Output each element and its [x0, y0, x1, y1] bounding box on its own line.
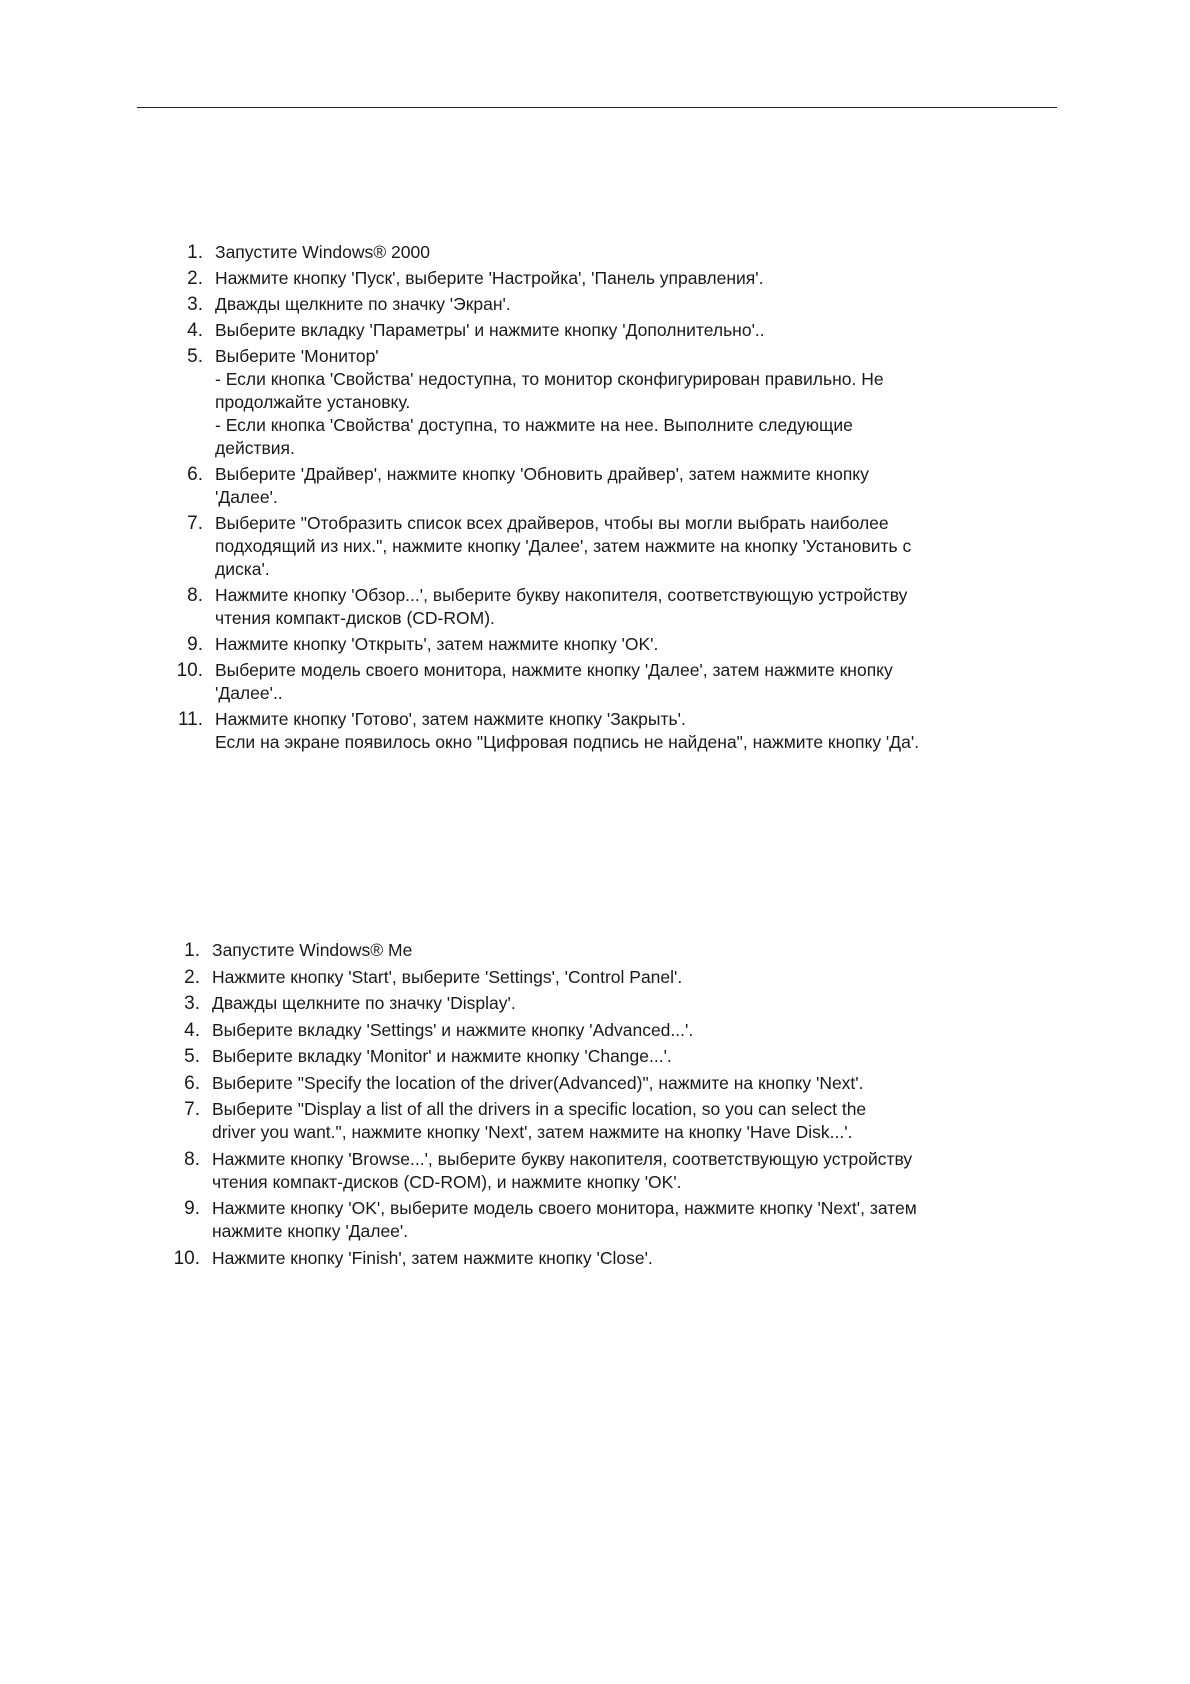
step-number: 6.	[187, 464, 203, 485]
step-text-line: Выберите вкладку 'Settings' и нажмите кнопку 'Advanced...'.	[212, 1019, 694, 1040]
step-number: 2.	[187, 268, 203, 289]
list-item	[184, 1072, 917, 1095]
step-text-line: Нажмите кнопку 'Start', выберите 'Settings', 'Control Panel'.	[212, 966, 683, 987]
list-item	[187, 584, 919, 630]
step-number: 3.	[187, 294, 203, 315]
step-number: 1.	[187, 242, 203, 263]
step-text-line: Нажмите кнопку 'Finish', затем нажмите кнопку 'Close'.	[212, 1247, 653, 1268]
step-text-line: - Если кнопка 'Свойства' недоступна, то монитор сконфигурирован правильно. Не	[215, 369, 884, 389]
windows-me-steps	[173, 939, 917, 1273]
step-text-line: Выберите "Отобразить список всех драйверов, чтобы вы могли выбрать наиболее	[215, 513, 889, 533]
step-text-line: Выберите "Display a list of all the drivers in a specific location, so you can select the	[212, 1099, 867, 1119]
step-text-line: действия.	[215, 438, 295, 458]
list-item	[184, 1148, 917, 1194]
list-item	[187, 512, 919, 581]
step-number: 4.	[184, 1019, 200, 1041]
step-text-line: Дважды щелкните по значку 'Display'.	[212, 993, 516, 1013]
step-text-line: 'Далее'..	[215, 683, 283, 703]
step-number: 10.	[173, 1247, 200, 1269]
step-number: 9.	[187, 634, 203, 655]
step-text-line: диска'.	[215, 559, 270, 579]
step-number: 8.	[184, 1148, 200, 1170]
step-text-line: подходящий из них.", нажмите кнопку 'Далее', затем нажмите на кнопку 'Установить с	[215, 536, 912, 556]
step-text-line: - Если кнопка 'Свойства' доступна, то нажмите на нее. Выполните следующие	[215, 415, 853, 435]
windows-2000-steps	[176, 241, 920, 757]
step-text-line: Нажмите кнопку 'Готово', затем нажмите кнопку 'Закрыть'.	[215, 709, 686, 729]
step-number: 7.	[187, 513, 203, 534]
step-number: 11.	[177, 709, 203, 730]
step-text-line: Запустите Windows® 2000	[215, 242, 430, 262]
step-text-line: чтения компакт-дисков (CD-ROM).	[215, 608, 495, 628]
step-number: 4.	[187, 320, 203, 341]
step-text-line: чтения компакт-дисков (CD-ROM), и нажмите кнопку 'OK'.	[212, 1171, 682, 1192]
step-text-line: Выберите 'Драйвер', нажмите кнопку 'Обновить драйвер', затем нажмите кнопку	[215, 464, 869, 484]
list-item	[184, 966, 917, 989]
step-number: 9.	[184, 1198, 200, 1219]
list-item	[176, 659, 919, 705]
step-text-line: 'Далее'.	[215, 487, 278, 507]
step-text-line: Если на экране появилось окно "Цифровая подпись не найдена", нажмите кнопку 'Да'.	[215, 732, 920, 752]
step-text-line: Дважды щелкните по значку 'Экран'.	[215, 294, 511, 314]
step-number: 2.	[184, 966, 200, 988]
list-item	[184, 1045, 917, 1068]
step-text-line: Выберите вкладку 'Параметры' и нажмите кнопку 'Дополнительно'..	[215, 320, 765, 340]
list-item	[187, 345, 919, 460]
step-text-line: Нажмите кнопку 'Обзор...', выберите букву накопителя, соответствующую устройству	[215, 585, 908, 605]
list-item	[184, 992, 917, 1015]
step-text-line: Нажмите кнопку 'Открыть', затем нажмите кнопку 'OK'.	[215, 634, 659, 654]
step-number: 8.	[187, 585, 203, 606]
step-text-line: продолжайте установку.	[215, 392, 411, 412]
step-text-line: Выберите вкладку 'Monitor' и нажмите кнопку 'Change...'.	[212, 1046, 672, 1066]
list-item	[187, 633, 919, 656]
list-item	[184, 1019, 917, 1042]
list-item	[187, 319, 919, 342]
step-text-line: driver you want.", нажмите кнопку 'Next', затем нажмите на кнопку 'Have Disk...'.	[212, 1122, 853, 1142]
step-number: 1.	[184, 940, 200, 961]
header-rule	[137, 107, 1057, 108]
step-text-line: Выберите "Specify the location of the driver(Advanced)", нажмите на кнопку 'Next'.	[212, 1072, 864, 1093]
step-number: 10.	[176, 660, 203, 681]
list-item	[187, 241, 919, 264]
step-number: 5.	[187, 346, 203, 367]
list-item	[173, 1247, 917, 1270]
step-text-line: Выберите 'Монитор'	[215, 346, 379, 366]
step-text-line: Запустите Windows® Me	[212, 940, 413, 960]
step-text-line: Нажмите кнопку 'OK', выберите модель своего монитора, нажмите кнопку 'Next', затем	[212, 1198, 917, 1218]
step-number: 6.	[184, 1072, 200, 1094]
list-item	[184, 939, 917, 962]
list-item	[187, 463, 919, 509]
step-number: 3.	[184, 993, 200, 1014]
step-text-line: нажмите кнопку 'Далее'.	[212, 1221, 409, 1241]
step-text-line: Выберите модель своего монитора, нажмите кнопку 'Далее', затем нажмите кнопку	[215, 660, 893, 680]
list-item	[187, 267, 919, 290]
list-item	[184, 1098, 917, 1144]
step-number: 7.	[184, 1099, 200, 1120]
list-item	[177, 708, 920, 754]
step-text-line: Нажмите кнопку 'Пуск', выберите 'Настройка', 'Панель управления'.	[215, 268, 764, 288]
step-number: 5.	[184, 1046, 200, 1067]
list-item	[187, 293, 919, 316]
list-item	[184, 1197, 917, 1243]
step-text-line: Нажмите кнопку 'Browse...', выберите букву накопителя, соответствующую устройству	[212, 1148, 913, 1169]
